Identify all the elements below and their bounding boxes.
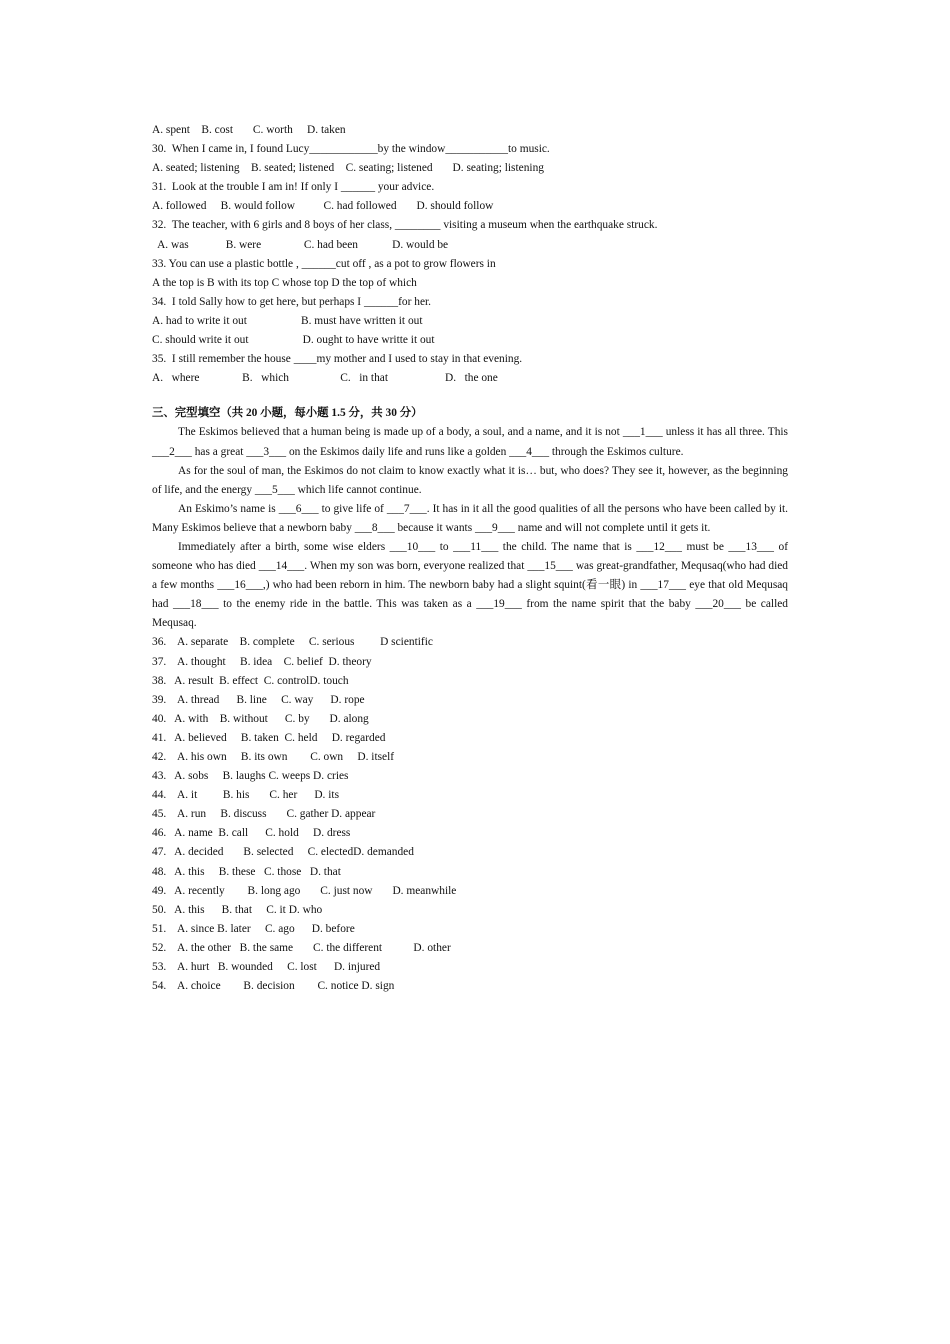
option-line: 37. A. thought B. idea C. belief D. theory — [152, 655, 372, 668]
question-line: 30. When I came in, I found Lucy____________by the window___________to music. — [152, 143, 550, 156]
option-line: 39. A. thread B. line C. way D. rope — [152, 693, 365, 706]
question-line: C. should write it out D. ought to have writte it out — [152, 334, 435, 347]
question-line: A. where B. which C. in that D. the one — [152, 372, 498, 385]
passage-paragraph: The Eskimos believed that a human being is made up of a body, a soul, and a name, and it is not ___1___ unless it has all three. This ___2___ has a great ___3___ on the Eskimos daily life and runs like a golden ___4___ through the Eskimos culture. — [152, 426, 788, 458]
question-line: 35. I still remember the house ____my mother and I used to stay in that evening. — [152, 353, 523, 366]
option-line: 43. A. sobs B. laughs C. weeps D. cries — [152, 770, 349, 783]
question-line: 33. You can use a plastic bottle , ______cut off , as a pot to grow flowers in — [152, 257, 496, 270]
cloze-options — [152, 633, 788, 996]
option-line: 54. A. choice B. decision C. notice D. sign — [152, 980, 395, 993]
option-line: 40. A. with B. without C. by D. along — [152, 712, 369, 725]
question-line: A. spent B. cost C. worth D. taken — [152, 124, 346, 136]
multiple-choice-tail — [152, 121, 788, 388]
question-line: 32. The teacher, with 6 girls and 8 boys of her class, ________ visiting a museum when the earthquake struck. — [152, 219, 658, 232]
option-line: 36. A. separate B. complete C. serious D scientific — [152, 636, 433, 649]
question-line: A. seated; listening B. seated; listened C. seating; listened D. seating; listening — [152, 162, 544, 175]
option-line: 44. A. it B. his C. her D. its — [152, 789, 340, 802]
question-line: 31. Look at the trouble I am in! If only I ______ your advice. — [152, 181, 435, 194]
exam-content — [152, 121, 788, 996]
option-line: 50. A. this B. that C. it D. who — [152, 903, 323, 916]
passage-paragraph: As for the soul of man, the Eskimos do not claim to know exactly what it is… but, who does? They see it, however, as the beginning of life, and the energy ___5___ which life cannot continue. — [152, 464, 788, 496]
section-heading: 三、完型填空（共 20 小题，每小题 1.5 分，共 30 分） — [152, 407, 423, 420]
option-line: 38. A. result B. effect C. controlD. touch — [152, 674, 349, 687]
question-line: 34. I told Sally how to get here, but perhaps I ______for her. — [152, 295, 432, 308]
question-line: A. had to write it out B. must have written it out — [152, 314, 423, 327]
question-line: A the top is B with its top C whose top D the top of which — [152, 276, 417, 289]
option-line: 45. A. run B. discuss C. gather D. appear — [152, 808, 376, 821]
option-line: 49. A. recently B. long ago C. just now D. meanwhile — [152, 884, 457, 897]
cloze-passage — [152, 423, 788, 633]
question-line: A. was B. were C. had been D. would be — [152, 238, 449, 251]
option-line: 42. A. his own B. its own C. own D. itself — [152, 751, 395, 763]
option-line: 52. A. the other B. the same C. the different D. other — [152, 941, 451, 954]
option-line: 48. A. this B. these C. those D. that — [152, 865, 341, 878]
option-line: 51. A. since B. later C. ago D. before — [152, 922, 355, 935]
option-line: 47. A. decided B. selected C. electedD. demanded — [152, 846, 414, 859]
passage-paragraph: An Eskimo’s name is ___6___ to give life of ___7___. It has in it all the good qualities of all the persons who have been called by it. Many Eskimos believe that a newborn baby ___8___ because it wants ___9___ name and will not complete until it gets it. — [152, 502, 788, 534]
option-line: 41. A. believed B. taken C. held D. regarded — [152, 731, 386, 744]
option-line: 53. A. hurt B. wounded C. lost D. injured — [152, 961, 381, 974]
passage-paragraph: Immediately after a birth, some wise elders ___10___ to ___11___ the child. The name that is ___12___ must be ___13___ of someone who has died ___14___. When my son was born, everyone realized that ___15___ was great-grandfather, Mequsaq(who had died a few months ___16___,) who had been reborn in him. The newborn baby had a slight squint(看一眼) in ___17___ eye that old Mequsaq had ___18___ to the enemy ride in the battle. This was taken as a ___19___ from the name spirit that the baby ___20___ be called Mequsaq. — [152, 540, 788, 630]
option-line: 46. A. name B. call C. hold D. dress — [152, 827, 351, 840]
question-line: A. followed B. would follow C. had followed D. should follow — [152, 200, 494, 213]
